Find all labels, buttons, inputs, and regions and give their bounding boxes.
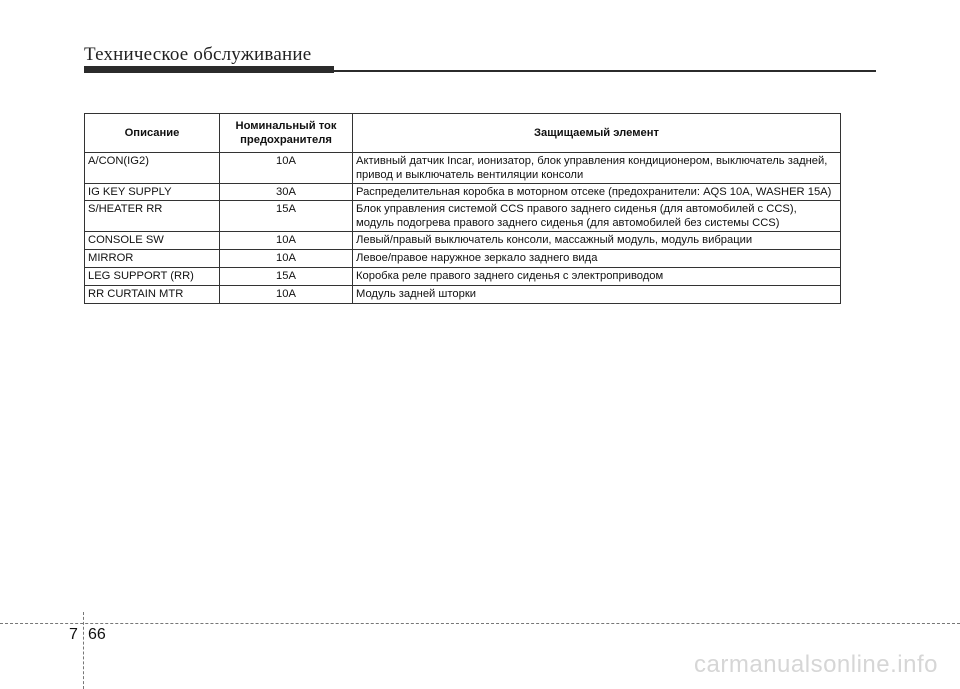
cell-element: Коробка реле правого заднего сиденья с электроприводом — [353, 268, 841, 286]
footer-dashed-rule — [0, 623, 960, 624]
table-row — [85, 268, 841, 286]
table-row — [85, 201, 841, 232]
cell-element: Модуль задней шторки — [353, 286, 841, 304]
chapter-number: 7 — [69, 626, 78, 643]
page-title: Техническое обслуживание — [84, 44, 312, 65]
cell-description: IG KEY SUPPLY — [85, 184, 220, 201]
fuse-table — [84, 113, 841, 304]
cell-rating: 15A — [220, 268, 353, 286]
cell-description: LEG SUPPORT (RR) — [85, 268, 220, 286]
cell-description: CONSOLE SW — [85, 232, 220, 250]
cell-element: Распределительная коробка в моторном отсеке (предохранители: AQS 10A, WASHER 15A) — [353, 184, 841, 201]
table-row — [85, 250, 841, 268]
cell-rating: 10A — [220, 153, 353, 184]
cell-rating: 15A — [220, 201, 353, 232]
page-number: 66 — [88, 626, 106, 643]
column-header-description: Описание — [85, 114, 220, 153]
watermark: carmanualsonline.info — [694, 651, 938, 678]
cell-element: Блок управления системой CCS правого заднего сиденья (для автомобилей с CCS), модуль подогрева правого заднего сиденья (для автомобилей без системы CCS) — [353, 201, 841, 232]
header-rule-thick — [84, 66, 334, 73]
column-header-element: Защищаемый элемент — [353, 114, 841, 153]
table-row — [85, 184, 841, 201]
cell-description: RR CURTAIN MTR — [85, 286, 220, 304]
footer-dashed-divider — [83, 612, 84, 689]
cell-rating: 10A — [220, 250, 353, 268]
table-header-row — [85, 114, 841, 153]
cell-element: Левый/правый выключатель консоли, массажный модуль, модуль вибрации — [353, 232, 841, 250]
cell-rating: 30A — [220, 184, 353, 201]
cell-element: Левое/правое наружное зеркало заднего вида — [353, 250, 841, 268]
cell-rating: 10A — [220, 232, 353, 250]
table-row — [85, 153, 841, 184]
cell-description: S/HEATER RR — [85, 201, 220, 232]
header-rule-thin — [334, 70, 876, 72]
table-row — [85, 232, 841, 250]
cell-element: Активный датчик Incar, ионизатор, блок управления кондиционером, выключатель задней, привод и выключатель вентиляции консоли — [353, 153, 841, 184]
cell-rating: 10A — [220, 286, 353, 304]
table-row — [85, 286, 841, 304]
cell-description: A/CON(IG2) — [85, 153, 220, 184]
column-header-rating: Номинальный ток предохранителя — [220, 114, 353, 153]
cell-description: MIRROR — [85, 250, 220, 268]
